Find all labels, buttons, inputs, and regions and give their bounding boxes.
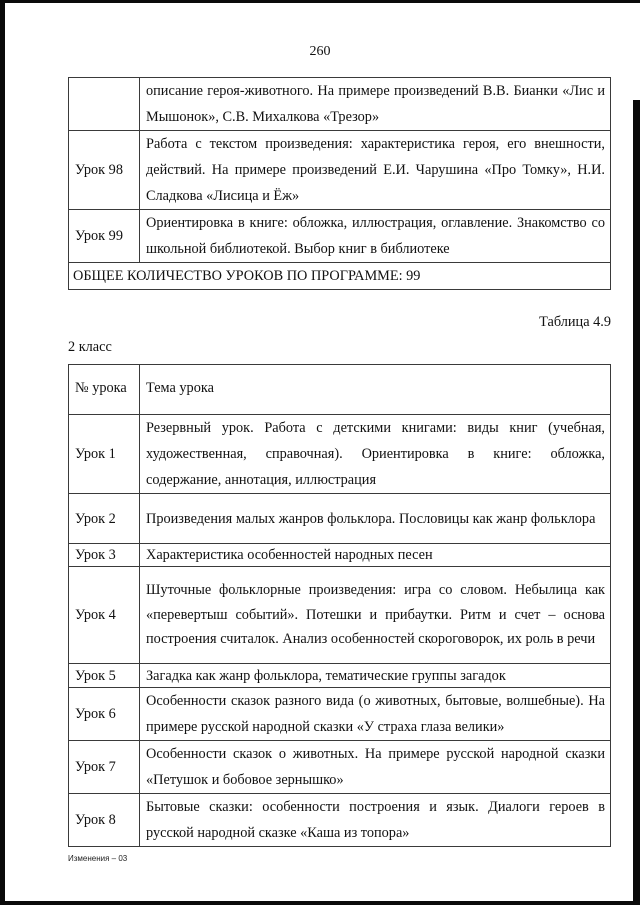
lesson-number-cell: Урок 6 — [69, 688, 140, 741]
lesson-topic-cell: описание героя-животного. На примере произведений В.В. Бианки «Лис и Мышонок», С.В. Михалкова «Трезор» — [140, 78, 611, 131]
lesson-number-cell: Урок 8 — [69, 794, 140, 847]
lesson-topic-cell: Особенности сказок о животных. На примере русской народной сказки «Петушок и бобовое зернышко» — [140, 741, 611, 794]
lessons-table-grade-2 — [68, 364, 611, 847]
table-row — [69, 567, 611, 664]
table-row — [69, 210, 611, 263]
table-row — [69, 415, 611, 494]
header-lesson-number: № урока — [69, 365, 140, 415]
class-label: 2 класс — [68, 339, 112, 355]
table-header-row — [69, 365, 611, 415]
scan-edge-right — [633, 100, 640, 905]
table-caption: Таблица 4.9 — [539, 314, 611, 330]
lesson-topic-cell: Произведения малых жанров фольклора. Пословицы как жанр фольклора — [140, 494, 611, 544]
lessons-table-continued — [68, 77, 611, 290]
lesson-number-cell: Урок 5 — [69, 664, 140, 688]
lesson-topic-cell: Загадка как жанр фольклора, тематические группы загадок — [140, 664, 611, 688]
lesson-topic-cell: Особенности сказок разного вида (о животных, бытовые, волшебные). На примере русской народной сказки «У страха глаза велики» — [140, 688, 611, 741]
lesson-topic-cell: Работа с текстом произведения: характеристика героя, его внешности, действий. На примере произведений Е.И. Чарушина «Про Томку», Н.И. Сладкова «Лисица и Ёж» — [140, 131, 611, 210]
lesson-number-cell: Урок 98 — [69, 131, 140, 210]
revision-note: Изменения – 03 — [68, 854, 128, 863]
header-lesson-topic: Тема урока — [140, 365, 611, 415]
scan-edge-top — [0, 0, 640, 3]
lesson-number-cell: Урок 2 — [69, 494, 140, 544]
lesson-topic-cell: Шуточные фольклорные произведения: игра со словом. Небылица как «перевертыш событий». Потешки и прибаутки. Ритм и счет – основа построения считалок. Анализ особенностей скороговорок, их роль в речи — [140, 567, 611, 664]
table-row — [69, 131, 611, 210]
total-lessons-cell: ОБЩЕЕ КОЛИЧЕСТВО УРОКОВ ПО ПРОГРАММЕ: 99 — [69, 263, 611, 290]
table-row — [69, 688, 611, 741]
table-row — [69, 78, 611, 131]
lesson-number-cell: Урок 1 — [69, 415, 140, 494]
table-row — [69, 494, 611, 544]
lesson-number-cell — [69, 78, 140, 131]
table-row — [69, 544, 611, 567]
lesson-topic-cell: Резервный урок. Работа с детскими книгами: виды книг (учебная, художественная, справочная). Ориентировка в книге: обложка, содержание, аннотация, иллюстрация — [140, 415, 611, 494]
lesson-topic-cell: Ориентировка в книге: обложка, иллюстрация, оглавление. Знакомство со школьной библиотекой. Выбор книг в библиотеке — [140, 210, 611, 263]
table-total-row — [69, 263, 611, 290]
table-row — [69, 664, 611, 688]
page-number: 260 — [309, 44, 331, 59]
scan-edge-bottom — [0, 901, 640, 905]
lesson-number-cell: Урок 7 — [69, 741, 140, 794]
scan-edge-left — [0, 0, 5, 905]
lesson-topic-cell: Бытовые сказки: особенности построения и язык. Диалоги героев в русской народной сказке «Каша из топора» — [140, 794, 611, 847]
table-row — [69, 794, 611, 847]
lesson-topic-cell: Характеристика особенностей народных песен — [140, 544, 611, 567]
table-row — [69, 741, 611, 794]
lesson-number-cell: Урок 3 — [69, 544, 140, 567]
lesson-number-cell: Урок 99 — [69, 210, 140, 263]
lesson-number-cell: Урок 4 — [69, 567, 140, 664]
